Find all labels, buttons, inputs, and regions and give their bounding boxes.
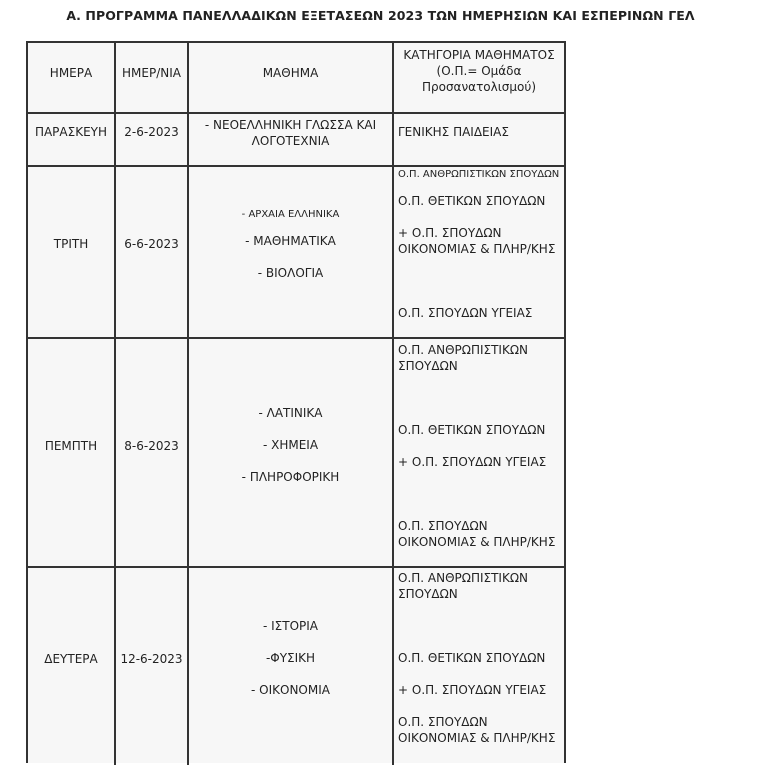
row-category: Ο.Π. ΑΝΘΡΩΠΙΣΤΙΚΩΝ [398,571,528,585]
row-subject: - ΛΑΤΙΝΙΚΑ [258,406,323,420]
row-category: ΓΕΝΙΚΗΣ ΠΑΙΔΕΙΑΣ [398,125,509,139]
row-category: Ο.Π. ΑΝΘΡΩΠΙΣΤΙΚΩΝ ΣΠΟΥΔΩΝ [398,169,560,180]
table-header-row [28,43,564,114]
header-date: ΗΜΕΡ/ΝΙΑ [122,66,181,80]
row-category: Ο.Π. ΘΕΤΙΚΩΝ ΣΠΟΥΔΩΝ [398,194,546,208]
table-row [28,114,564,167]
row-subject: - ΠΛΗΡΟΦΟΡΙΚΗ [241,470,340,484]
row-subject: ΛΟΓΟΤΕΧΝΙΑ [251,134,330,148]
row-category: + Ο.Π. ΣΠΟΥΔΩΝ ΥΓΕΙΑΣ [398,683,547,697]
header-category-line2: (Ο.Π.= Ομάδα [436,64,522,78]
row-category: Ο.Π. ΣΠΟΥΔΩΝ [398,519,488,533]
row-subject: - ΧΗΜΕΙΑ [262,438,319,452]
header-day: ΗΜΕΡΑ [49,66,93,80]
row-day: ΔΕΥΤΕΡΑ [44,652,98,666]
row-category: ΣΠΟΥΔΩΝ [398,359,458,373]
exam-schedule-table [26,41,566,763]
table-row [28,339,564,568]
row-day: ΤΡΙΤΗ [53,237,89,251]
row-category: Ο.Π. ΘΕΤΙΚΩΝ ΣΠΟΥΔΩΝ [398,651,546,665]
row-category: Ο.Π. ΣΠΟΥΔΩΝ ΥΓΕΙΑΣ [398,306,533,320]
row-category: Ο.Π. ΘΕΤΙΚΩΝ ΣΠΟΥΔΩΝ [398,423,546,437]
row-date: 6-6-2023 [124,237,179,251]
row-subject: - ΟΙΚΟΝΟΜΙΑ [251,683,330,697]
row-date: 2-6-2023 [124,125,179,139]
table-row [28,568,564,765]
row-category: ΣΠΟΥΔΩΝ [398,587,458,601]
row-subject: - ΒΙΟΛΟΓΙΑ [257,266,324,280]
row-category: ΟΙΚΟΝΟΜΙΑΣ & ΠΛΗΡ/ΚΗΣ [398,242,556,256]
row-subject: - ΑΡΧΑΙΑ ΕΛΛΗΝΙΚΑ [241,209,340,220]
header-subject: ΜΑΘΗΜΑ [262,66,319,80]
row-subject: - ΝΕΟΕΛΛΗΝΙΚΗ ΓΛΩΣΣΑ ΚΑΙ [204,118,377,132]
row-subject: -ΦΥΣΙΚΗ [265,651,316,665]
row-day: ΠΕΜΠΤΗ [44,439,98,453]
page-title: Α. ΠΡΟΓΡΑΜΜΑ ΠΑΝΕΛΛΑΔΙΚΩΝ ΕΞΕΤΑΣΕΩΝ 2023 ΤΩΝ ΗΜΕΡΗΣΙΩΝ ΚΑΙ ΕΣΠΕΡΙΝΩΝ ΓΕΛ [66,8,695,23]
row-category: ΟΙΚΟΝΟΜΙΑΣ & ΠΛΗΡ/ΚΗΣ [398,535,556,549]
table-row [28,167,564,339]
row-date: 8-6-2023 [124,439,179,453]
header-category-line3: Προσανατολισμού) [421,80,537,94]
row-subject: - ΙΣΤΟΡΙΑ [262,619,319,633]
row-category: Ο.Π. ΣΠΟΥΔΩΝ [398,715,488,729]
row-subject: - ΜΑΘΗΜΑΤΙΚΑ [245,234,336,248]
row-category: + Ο.Π. ΣΠΟΥΔΩΝ [398,226,502,240]
row-category: Ο.Π. ΑΝΘΡΩΠΙΣΤΙΚΩΝ [398,343,528,357]
row-day: ΠΑΡΑΣΚΕΥΗ [34,125,108,139]
header-category-line1: ΚΑΤΗΓΟΡΙΑ ΜΑΘΗΜΑΤΟΣ [403,48,555,62]
row-date: 12-6-2023 [120,652,183,666]
row-category: + Ο.Π. ΣΠΟΥΔΩΝ ΥΓΕΙΑΣ [398,455,547,469]
row-category: ΟΙΚΟΝΟΜΙΑΣ & ΠΛΗΡ/ΚΗΣ [398,731,556,745]
